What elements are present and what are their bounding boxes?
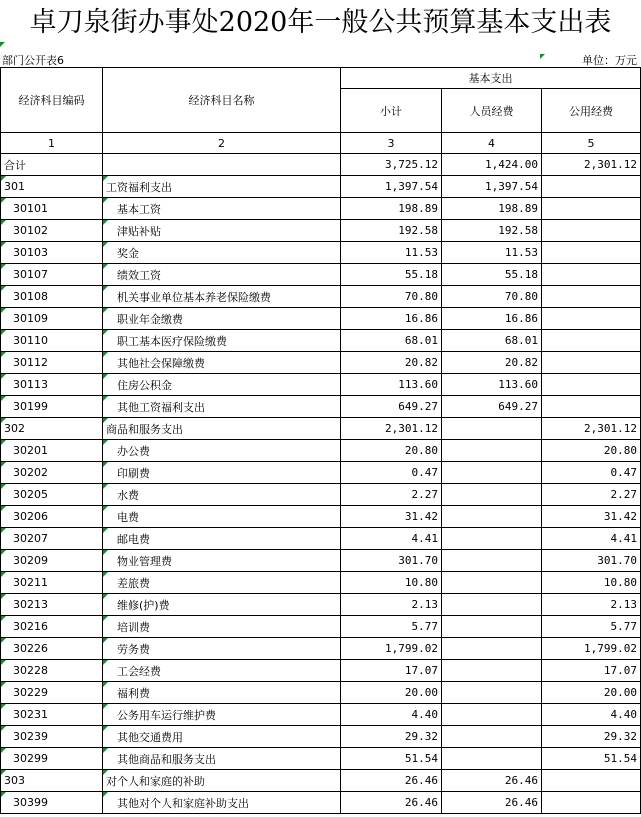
table-row bbox=[1, 176, 641, 198]
row-personnel bbox=[442, 440, 542, 462]
row-name: 公务用车运行维护费 bbox=[103, 704, 341, 726]
row-public: 4.41 bbox=[542, 528, 641, 550]
row-code: 302 bbox=[1, 418, 103, 440]
budget-table bbox=[0, 67, 641, 814]
row-name: 办公费 bbox=[103, 440, 341, 462]
row-subtotal: 20.00 bbox=[341, 682, 442, 704]
row-public: 301.70 bbox=[542, 550, 641, 572]
row-name: 职业年金缴费 bbox=[103, 308, 341, 330]
row-name: 工会经费 bbox=[103, 660, 341, 682]
header-personnel: 人员经费 bbox=[442, 89, 542, 133]
row-subtotal: 192.58 bbox=[341, 220, 442, 242]
row-subtotal: 0.47 bbox=[341, 462, 442, 484]
row-subtotal: 2,301.12 bbox=[341, 418, 442, 440]
row-name: 其他商品和服务支出 bbox=[103, 748, 341, 770]
row-code: 30211 bbox=[1, 572, 103, 594]
row-subtotal: 17.07 bbox=[341, 660, 442, 682]
header-subtotal: 小计 bbox=[341, 89, 442, 133]
row-name: 邮电费 bbox=[103, 528, 341, 550]
row-personnel bbox=[442, 462, 542, 484]
row-code: 30109 bbox=[1, 308, 103, 330]
row-code: 30112 bbox=[1, 352, 103, 374]
row-subtotal: 4.40 bbox=[341, 704, 442, 726]
row-public: 17.07 bbox=[542, 660, 641, 682]
table-row bbox=[1, 286, 641, 308]
row-personnel bbox=[442, 748, 542, 770]
row-name: 津贴补贴 bbox=[103, 220, 341, 242]
row-public bbox=[542, 264, 641, 286]
row-name: 工资福利支出 bbox=[103, 176, 341, 198]
row-subtotal: 2.27 bbox=[341, 484, 442, 506]
row-name: 水费 bbox=[103, 484, 341, 506]
unit-label: 单位：万元 bbox=[582, 54, 637, 67]
row-subtotal: 11.53 bbox=[341, 242, 442, 264]
total-label: 合计 bbox=[1, 154, 103, 176]
header-code: 经济科目编码 bbox=[1, 68, 103, 133]
row-code: 30213 bbox=[1, 594, 103, 616]
row-name: 其他对个人和家庭补助支出 bbox=[103, 792, 341, 814]
table-row bbox=[1, 242, 641, 264]
table-row bbox=[1, 440, 641, 462]
row-name: 商品和服务支出 bbox=[103, 418, 341, 440]
table-row bbox=[1, 770, 641, 792]
row-personnel: 55.18 bbox=[442, 264, 542, 286]
table-row bbox=[1, 330, 641, 352]
row-public: 4.40 bbox=[542, 704, 641, 726]
header-basic-expenditure: 基本支出 bbox=[341, 68, 641, 89]
row-personnel: 649.27 bbox=[442, 396, 542, 418]
row-name: 其他工资福利支出 bbox=[103, 396, 341, 418]
row-name: 住房公积金 bbox=[103, 374, 341, 396]
row-code: 30101 bbox=[1, 198, 103, 220]
row-personnel bbox=[442, 506, 542, 528]
total-public: 2,301.12 bbox=[542, 154, 641, 176]
row-code: 30231 bbox=[1, 704, 103, 726]
row-name: 其他社会保障缴费 bbox=[103, 352, 341, 374]
row-public: 0.47 bbox=[542, 462, 641, 484]
row-subtotal: 1,799.02 bbox=[341, 638, 442, 660]
row-name: 印刷费 bbox=[103, 462, 341, 484]
row-subtotal: 26.46 bbox=[341, 792, 442, 814]
table-row bbox=[1, 682, 641, 704]
total-row bbox=[1, 154, 641, 176]
row-personnel: 198.89 bbox=[442, 198, 542, 220]
row-code: 30110 bbox=[1, 330, 103, 352]
row-personnel: 68.01 bbox=[442, 330, 542, 352]
col-index: 3 bbox=[341, 133, 442, 154]
row-personnel bbox=[442, 638, 542, 660]
row-public: 5.77 bbox=[542, 616, 641, 638]
row-code: 30207 bbox=[1, 528, 103, 550]
row-personnel: 113.60 bbox=[442, 374, 542, 396]
row-public: 51.54 bbox=[542, 748, 641, 770]
row-public bbox=[542, 770, 641, 792]
col-index: 5 bbox=[542, 133, 641, 154]
row-subtotal: 301.70 bbox=[341, 550, 442, 572]
row-subtotal: 20.82 bbox=[341, 352, 442, 374]
row-subtotal: 26.46 bbox=[341, 770, 442, 792]
page-title: 卓刀泉街办事处2020年一般公共预算基本支出表 bbox=[29, 7, 612, 38]
header-public: 公用经费 bbox=[542, 89, 641, 133]
table-row bbox=[1, 594, 641, 616]
row-subtotal: 68.01 bbox=[341, 330, 442, 352]
row-subtotal: 55.18 bbox=[341, 264, 442, 286]
row-personnel bbox=[442, 660, 542, 682]
row-name: 职工基本医疗保险缴费 bbox=[103, 330, 341, 352]
table-row bbox=[1, 748, 641, 770]
row-name: 电费 bbox=[103, 506, 341, 528]
row-code: 30205 bbox=[1, 484, 103, 506]
row-personnel: 20.82 bbox=[442, 352, 542, 374]
row-code: 30209 bbox=[1, 550, 103, 572]
row-name: 物业管理费 bbox=[103, 550, 341, 572]
row-code: 30113 bbox=[1, 374, 103, 396]
row-subtotal: 51.54 bbox=[341, 748, 442, 770]
table-code: 部门公开表6 bbox=[2, 54, 64, 67]
row-code: 30216 bbox=[1, 616, 103, 638]
table-row bbox=[1, 264, 641, 286]
row-code: 30206 bbox=[1, 506, 103, 528]
row-subtotal: 113.60 bbox=[341, 374, 442, 396]
row-personnel bbox=[442, 418, 542, 440]
total-name bbox=[103, 154, 341, 176]
table-row bbox=[1, 550, 641, 572]
row-subtotal: 2.13 bbox=[341, 594, 442, 616]
row-code: 30201 bbox=[1, 440, 103, 462]
cell-marker bbox=[540, 54, 545, 59]
table-row bbox=[1, 528, 641, 550]
table-row bbox=[1, 572, 641, 594]
row-personnel: 1,397.54 bbox=[442, 176, 542, 198]
total-personnel: 1,424.00 bbox=[442, 154, 542, 176]
col-index: 4 bbox=[442, 133, 542, 154]
row-public: 2.27 bbox=[542, 484, 641, 506]
row-code: 30102 bbox=[1, 220, 103, 242]
row-subtotal: 16.86 bbox=[341, 308, 442, 330]
row-public: 31.42 bbox=[542, 506, 641, 528]
table-row bbox=[1, 308, 641, 330]
row-personnel bbox=[442, 726, 542, 748]
row-personnel: 26.46 bbox=[442, 770, 542, 792]
row-subtotal: 649.27 bbox=[341, 396, 442, 418]
table-row bbox=[1, 396, 641, 418]
row-public: 2,301.12 bbox=[542, 418, 641, 440]
row-public bbox=[542, 176, 641, 198]
table-row bbox=[1, 726, 641, 748]
row-code: 30108 bbox=[1, 286, 103, 308]
row-public bbox=[542, 792, 641, 814]
cell-marker bbox=[0, 42, 5, 47]
row-public bbox=[542, 220, 641, 242]
row-public: 20.00 bbox=[542, 682, 641, 704]
row-name: 奖金 bbox=[103, 242, 341, 264]
row-code: 30103 bbox=[1, 242, 103, 264]
row-subtotal: 198.89 bbox=[341, 198, 442, 220]
row-public bbox=[542, 396, 641, 418]
row-subtotal: 5.77 bbox=[341, 616, 442, 638]
row-personnel bbox=[442, 594, 542, 616]
table-row bbox=[1, 352, 641, 374]
table-row bbox=[1, 462, 641, 484]
row-public bbox=[542, 374, 641, 396]
table-row bbox=[1, 220, 641, 242]
row-personnel: 192.58 bbox=[442, 220, 542, 242]
total-subtotal: 3,725.12 bbox=[341, 154, 442, 176]
row-public: 29.32 bbox=[542, 726, 641, 748]
header-name: 经济科目名称 bbox=[103, 68, 341, 133]
row-name: 基本工资 bbox=[103, 198, 341, 220]
table-row bbox=[1, 704, 641, 726]
row-public bbox=[542, 330, 641, 352]
row-name: 其他交通费用 bbox=[103, 726, 341, 748]
row-public bbox=[542, 308, 641, 330]
row-public: 1,799.02 bbox=[542, 638, 641, 660]
row-code: 30239 bbox=[1, 726, 103, 748]
row-name: 培训费 bbox=[103, 616, 341, 638]
table-row bbox=[1, 198, 641, 220]
row-personnel: 11.53 bbox=[442, 242, 542, 264]
row-code: 30107 bbox=[1, 264, 103, 286]
row-public: 2.13 bbox=[542, 594, 641, 616]
row-subtotal: 29.32 bbox=[341, 726, 442, 748]
row-code: 303 bbox=[1, 770, 103, 792]
row-subtotal: 20.80 bbox=[341, 440, 442, 462]
table-row bbox=[1, 616, 641, 638]
table-row bbox=[1, 792, 641, 814]
col-index: 2 bbox=[103, 133, 341, 154]
row-code: 30229 bbox=[1, 682, 103, 704]
row-public bbox=[542, 352, 641, 374]
row-name: 维修(护)费 bbox=[103, 594, 341, 616]
row-personnel: 26.46 bbox=[442, 792, 542, 814]
row-personnel bbox=[442, 704, 542, 726]
row-personnel bbox=[442, 484, 542, 506]
table-row bbox=[1, 660, 641, 682]
row-code: 30226 bbox=[1, 638, 103, 660]
row-subtotal: 31.42 bbox=[341, 506, 442, 528]
row-subtotal: 10.80 bbox=[341, 572, 442, 594]
row-public: 10.80 bbox=[542, 572, 641, 594]
row-personnel bbox=[442, 682, 542, 704]
table-row bbox=[1, 506, 641, 528]
row-code: 30228 bbox=[1, 660, 103, 682]
col-index: 1 bbox=[1, 133, 103, 154]
row-name: 对个人和家庭的补助 bbox=[103, 770, 341, 792]
table-row bbox=[1, 484, 641, 506]
row-personnel: 70.80 bbox=[442, 286, 542, 308]
row-personnel: 16.86 bbox=[442, 308, 542, 330]
row-name: 劳务费 bbox=[103, 638, 341, 660]
row-public bbox=[542, 286, 641, 308]
row-personnel bbox=[442, 572, 542, 594]
row-personnel bbox=[442, 550, 542, 572]
table-row bbox=[1, 374, 641, 396]
row-name: 差旅费 bbox=[103, 572, 341, 594]
row-code: 30299 bbox=[1, 748, 103, 770]
row-code: 301 bbox=[1, 176, 103, 198]
row-subtotal: 70.80 bbox=[341, 286, 442, 308]
row-subtotal: 4.41 bbox=[341, 528, 442, 550]
row-personnel bbox=[442, 528, 542, 550]
row-code: 30399 bbox=[1, 792, 103, 814]
row-public bbox=[542, 198, 641, 220]
row-subtotal: 1,397.54 bbox=[341, 176, 442, 198]
row-name: 绩效工资 bbox=[103, 264, 341, 286]
table-row bbox=[1, 638, 641, 660]
table-row bbox=[1, 418, 641, 440]
row-code: 30202 bbox=[1, 462, 103, 484]
row-personnel bbox=[442, 616, 542, 638]
row-code: 30199 bbox=[1, 396, 103, 418]
row-name: 机关事业单位基本养老保险缴费 bbox=[103, 286, 341, 308]
row-public bbox=[542, 242, 641, 264]
row-name: 福利费 bbox=[103, 682, 341, 704]
row-public: 20.80 bbox=[542, 440, 641, 462]
